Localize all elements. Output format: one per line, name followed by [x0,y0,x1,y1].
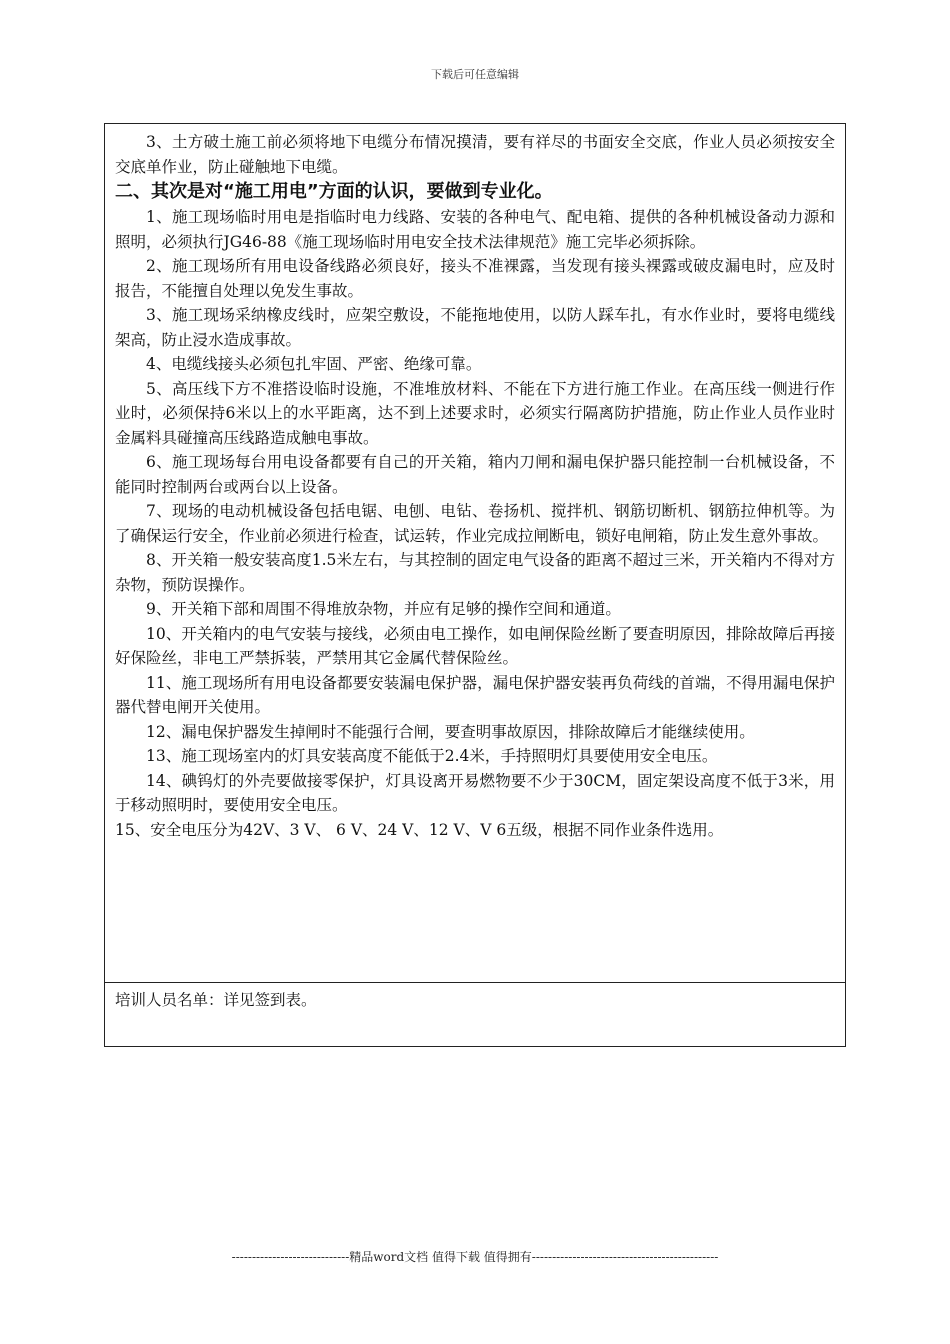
list-item: 1、施工现场临时用电是指临时电力线路、安装的各种电气、配电箱、提供的各种机械设备动力源和照明，必须执行JG46-88《施工现场临时用电安全技术法律规范》施工完毕必须拆除。 [115,208,835,251]
list-item: 10、开关箱内的电气安装与接线，必须由电工操作，如电闸保险丝断了要查明原因，排除故障后再接好保险丝，非电工严禁拆装，严禁用其它金属代替保险丝。 [115,624,835,667]
list-item: 6、施工现场每台用电设备都要有自己的开关箱，箱内刀闸和漏电保护器只能控制一台机械设备，不能同时控制两台或两台以上设备。 [115,453,835,496]
list-item: 11、施工现场所有用电设备都要安装漏电保护器，漏电保护器安装再负荷线的首端，不得用漏电保护器代替电闸开关使用。 [115,673,835,716]
list-item: 2、施工现场所有用电设备线路必须良好，接头不准裸露，当发现有接头裸露或破皮漏电时，应及时报告，不能擅自处理以免发生事故。 [115,257,835,300]
paragraph-item-3-intro: 3、土方破土施工前必须将地下电缆分布情况摸清，要有祥尽的书面安全交底，作业人员必须按安全交底单作业，防止碰触地下电缆。 [115,133,835,176]
trainee-list-cell: 培训人员名单：详见签到表。 [115,991,317,1009]
header-note: 下载后可任意编辑 [431,68,519,81]
content-cell [105,124,845,982]
list-item: 5、高压线下方不准搭设临时设施，不准堆放材料、不能在下方进行施工作业。在高压线一侧进行作业时，必须保持6米以上的水平距离，达不到上述要求时，必须实行隔离防护措施，防止作业人员作业时金属料具碰撞高压线路造成触电事故。 [115,379,835,447]
list-item: 9、开关箱下部和周围不得堆放杂物，并应有足够的操作空间和通道。 [146,600,621,618]
section-heading: 二、其次是对“施工用电”方面的认识，要做到专业化。 [115,181,553,202]
list-item: 13、施工现场室内的灯具安装高度不能低于2.4米，手持照明灯具要使用安全电压。 [146,747,718,765]
document-table [104,123,846,1047]
list-item: 12、漏电保护器发生掉闸时不能强行合闸，要查明事故原因，排除故障后才能继续使用。 [146,722,755,741]
list-item: 8、开关箱一般安装高度1.5米左右，与其控制的固定电气设备的距离不超过三米，开关箱内不得对方杂物，预防误操作。 [115,551,835,594]
list-item: 7、现场的电动机械设备包括电锯、电刨、电钻、卷扬机、搅拌机、钢筋切断机、钢筋拉伸机等。为了确保运行安全，作业前必须进行检查，试运转，作业完成拉闸断电，锁好电闸箱，防止发生意外事故。 [115,502,835,545]
list-item: 14、碘钨灯的外壳要做接零保护，灯具设离开易燃物要不少于30CM，固定架设高度不低于3米，用于移动照明时，要使用安全电压。 [115,771,835,814]
page-footer: -----------------------------精品word文档 值得下载 值得拥有---------------------------------------------- [231,1250,719,1264]
list-item: 4、电缆线接头必须包扎牢固、严密、绝缘可靠。 [146,355,482,373]
list-item-15: 15、安全电压分为42V、3 V、 6 V、24 V、12 V、V 6五级，根据不同作业条件选用。 [115,820,724,839]
list-item: 3、施工现场采纳橡皮线时，应架空敷设，不能拖地使用，以防人踩车扎，有水作业时，要将电缆线架高，防止浸水造成事故。 [115,306,835,349]
